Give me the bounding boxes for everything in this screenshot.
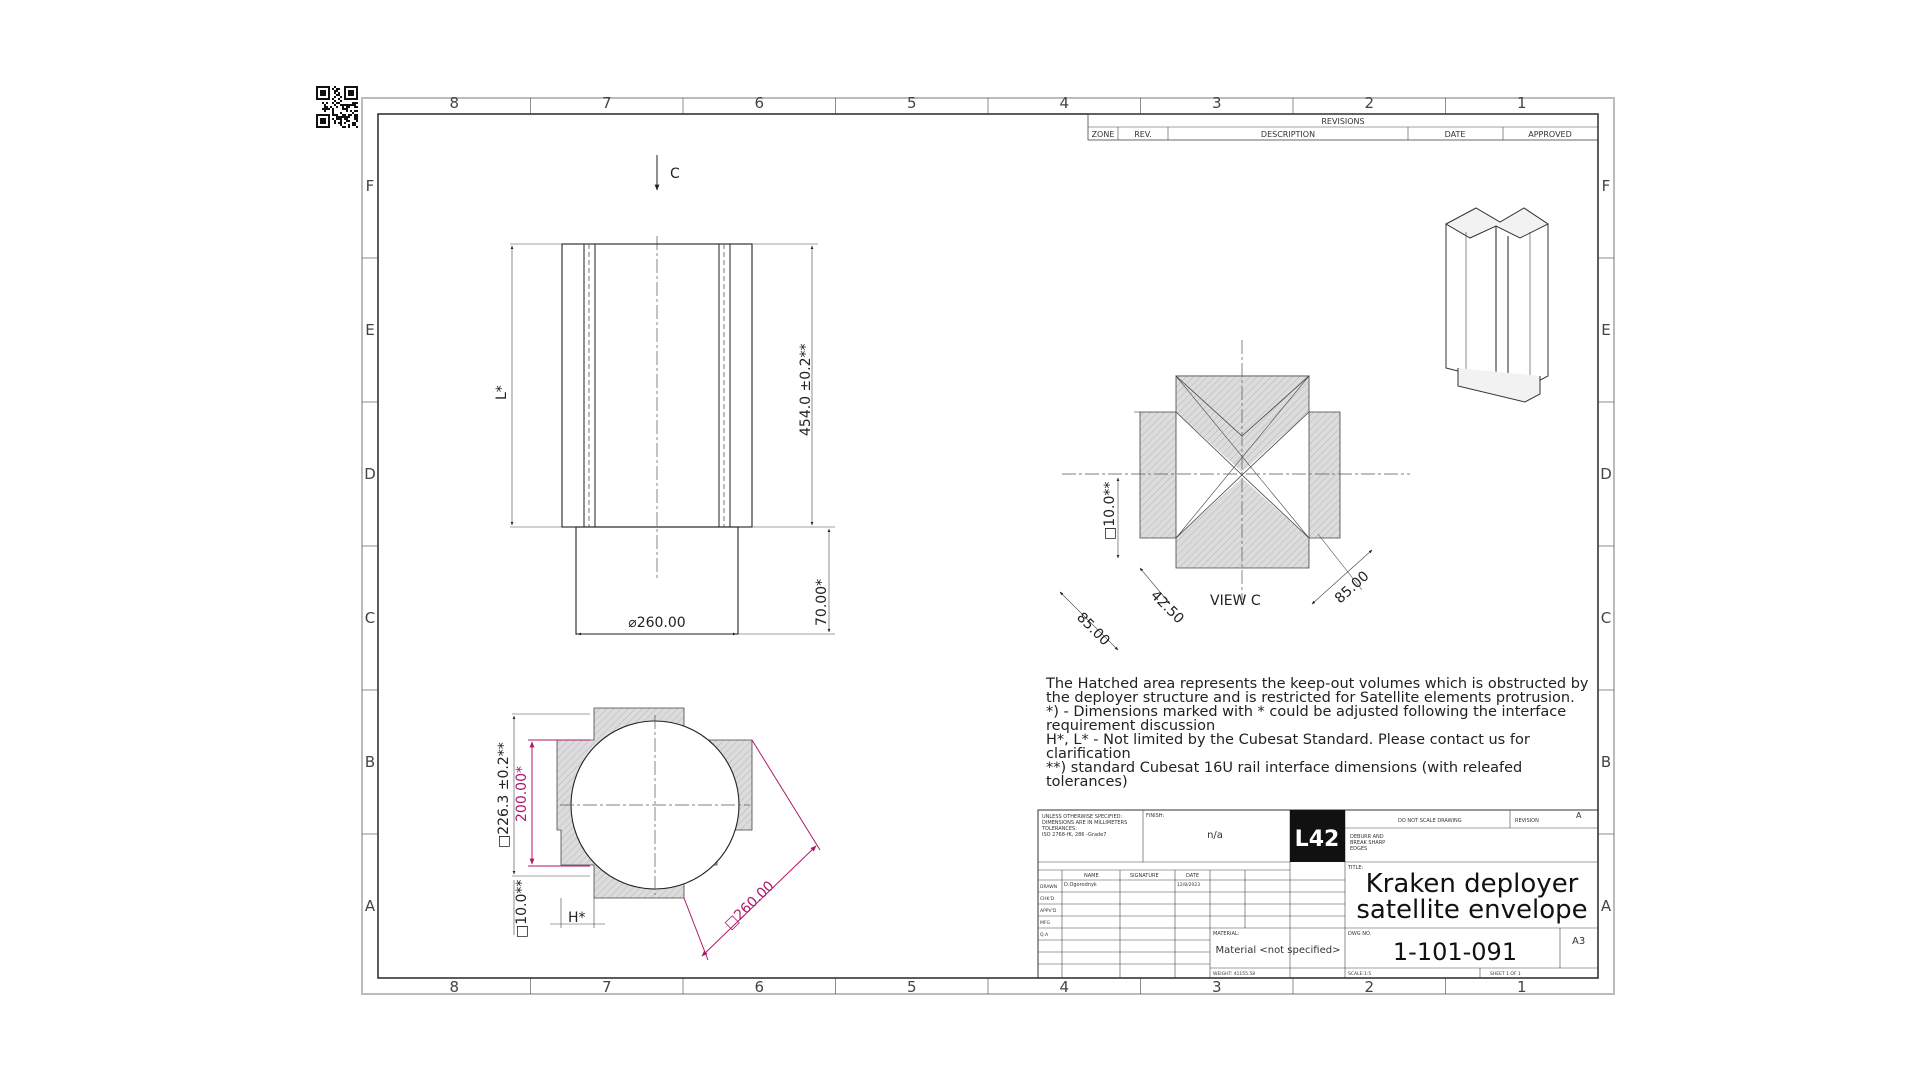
- zone-row-label: B: [1600, 753, 1612, 771]
- zone-column-label: 2: [1364, 978, 1375, 996]
- tb-dwg-no-label: DWG NO.: [1348, 931, 1372, 937]
- tb-material-value: Material <not specified>: [1215, 945, 1341, 956]
- dim-diagonal: □260.00: [721, 878, 778, 933]
- dim-rail-section: □10.0**: [1102, 481, 1118, 540]
- tb-row-chkd: CHK'D: [1040, 897, 1055, 902]
- zone-row-label: A: [364, 897, 376, 915]
- tb-col-name: NAME: [1084, 873, 1099, 879]
- notes: [1045, 676, 1589, 790]
- dim-base-diameter: ⌀260.00: [628, 615, 686, 631]
- zone-row-label: D: [364, 465, 376, 483]
- rev-col-zone: ZONE: [1091, 130, 1115, 139]
- zone-column-label: 4: [1059, 978, 1070, 996]
- title-block: [1038, 810, 1598, 978]
- tb-row-qa: Q.A: [1040, 933, 1049, 938]
- tb-col-date: DATE: [1186, 873, 1200, 879]
- front-view: [494, 155, 835, 635]
- zone-column-label: 1: [1516, 978, 1527, 996]
- zone-column-label: 5: [906, 978, 917, 996]
- note-line-7: **) standard Cubesat 16U rail interface dimensions (with releafed: [1046, 760, 1523, 776]
- zone-row-label: F: [365, 177, 375, 195]
- dim-rail-top: □10.0**: [514, 879, 530, 938]
- tb-note-4: ISO 2768-fK, 286 -Grade7: [1042, 832, 1107, 838]
- note-line-4: requirement discussion: [1046, 718, 1216, 734]
- view-c-label: VIEW C: [1210, 593, 1261, 609]
- tb-drawn-name: D.Ogorodnyk: [1064, 882, 1097, 888]
- tb-note-2: DIMENSIONS ARE IN MILLIMETERS: [1042, 820, 1128, 826]
- zone-column-label: 8: [449, 94, 460, 112]
- dim-length: L*: [494, 385, 510, 400]
- dim-h: H*: [568, 910, 586, 926]
- note-line-1: The Hatched area represents the keep-out volumes which is obstructed by: [1046, 676, 1589, 692]
- zone-column-label: 3: [1211, 978, 1222, 996]
- rev-col-rev: REV.: [1134, 130, 1152, 139]
- zone-row-label: A: [1600, 897, 1612, 915]
- isometric-view: [1446, 208, 1548, 402]
- tb-weight: WEIGHT: 41155.58: [1213, 972, 1256, 977]
- zone-column-label: 7: [601, 978, 612, 996]
- tb-deburr-2: BREAK SHARP: [1350, 840, 1386, 846]
- zone-column-label: 1: [1516, 94, 1527, 112]
- tb-deburr-1: DEBURR AND: [1350, 834, 1384, 840]
- zone-column-label: 2: [1364, 94, 1375, 112]
- tb-do-not-scale: DO NOT SCALE DRAWING: [1398, 818, 1462, 824]
- drawing-title-line-1: Kraken deployer: [1365, 869, 1579, 899]
- top-view: [496, 708, 820, 960]
- zone-column-label: 8: [449, 978, 460, 996]
- zone-row-label: C: [364, 609, 376, 627]
- svg-text:L42: L42: [1294, 827, 1340, 852]
- tb-row-drawn: DRAWN: [1040, 885, 1058, 890]
- company-logo: [1290, 810, 1345, 862]
- dim-mid: 42.50: [1147, 587, 1187, 628]
- outer-frame: [362, 98, 1614, 994]
- tb-note-3: TOLERANCES:: [1042, 826, 1077, 832]
- zone-column-label: 7: [601, 94, 612, 112]
- dim-left: 85.00: [1073, 609, 1113, 650]
- dim-height: 454.0 ±0.2**: [798, 343, 814, 436]
- drawing-number: 1-101-091: [1392, 938, 1518, 966]
- zone-row-label: D: [1600, 465, 1612, 483]
- tb-row-mfg: MFG: [1040, 921, 1050, 926]
- revisions-table: [1088, 114, 1598, 140]
- note-line-2: the deployer structure and is restricted for Satellite elements protrusion.: [1046, 690, 1575, 706]
- tb-title-label: TITLE:: [1348, 865, 1364, 871]
- qr-code-icon: [316, 86, 358, 128]
- note-line-6: clarification: [1046, 746, 1131, 762]
- tb-drawn-date: 12/8/2023: [1177, 883, 1201, 888]
- tb-revision-value: A: [1576, 811, 1582, 820]
- dim-inner: 200.00*: [514, 766, 530, 822]
- zone-column-label: 4: [1059, 94, 1070, 112]
- dim-outer: □226.3 ±0.2**: [496, 742, 512, 848]
- note-line-5: H*, L* - Not limited by the Cubesat Standard. Please contact us for: [1046, 732, 1530, 748]
- rev-col-date: DATE: [1444, 130, 1466, 139]
- tb-size: A3: [1572, 936, 1586, 947]
- tb-finish-value: n/a: [1207, 830, 1223, 841]
- tb-material-label: MATERIAL:: [1213, 931, 1240, 937]
- zone-row-label: F: [1601, 177, 1611, 195]
- view-arrow-label: C: [670, 166, 680, 182]
- note-line-3: *) - Dimensions marked with * could be adjusted following the interface: [1046, 704, 1567, 720]
- zone-column-label: 3: [1211, 94, 1222, 112]
- zone-row-label: E: [1601, 321, 1611, 339]
- zone-column-label: 5: [906, 94, 917, 112]
- tb-finish-label: FINISH:: [1146, 813, 1165, 819]
- tb-revision-label: REVISION: [1515, 818, 1539, 824]
- revisions-title: REVISIONS: [1321, 117, 1365, 126]
- tb-scale: SCALE:1:5: [1348, 972, 1372, 977]
- rev-col-description: DESCRIPTION: [1260, 130, 1316, 139]
- rev-col-approved: APPROVED: [1528, 130, 1572, 139]
- section-view-c: [1060, 340, 1410, 650]
- tb-deburr-3: EDGES: [1350, 846, 1368, 852]
- tb-note-1: UNLESS OTHERWISE SPECIFIED:: [1042, 814, 1123, 820]
- tb-row-appvd: APPV'D: [1040, 909, 1057, 914]
- zone-column-label: 6: [754, 978, 765, 996]
- zone-row-label: C: [1600, 609, 1612, 627]
- drawing-title-line-2: satellite envelope: [1356, 895, 1588, 925]
- tb-sheet: SHEET 1 OF 1: [1490, 972, 1521, 977]
- zone-row-label: E: [365, 321, 375, 339]
- note-line-8: tolerances): [1046, 774, 1128, 790]
- zone-column-label: 6: [754, 94, 765, 112]
- dim-base-height: 70.00*: [814, 578, 830, 626]
- zone-row-label: B: [364, 753, 376, 771]
- dim-right: 85.00: [1331, 568, 1373, 607]
- tb-col-signature: SIGNATURE: [1130, 873, 1159, 879]
